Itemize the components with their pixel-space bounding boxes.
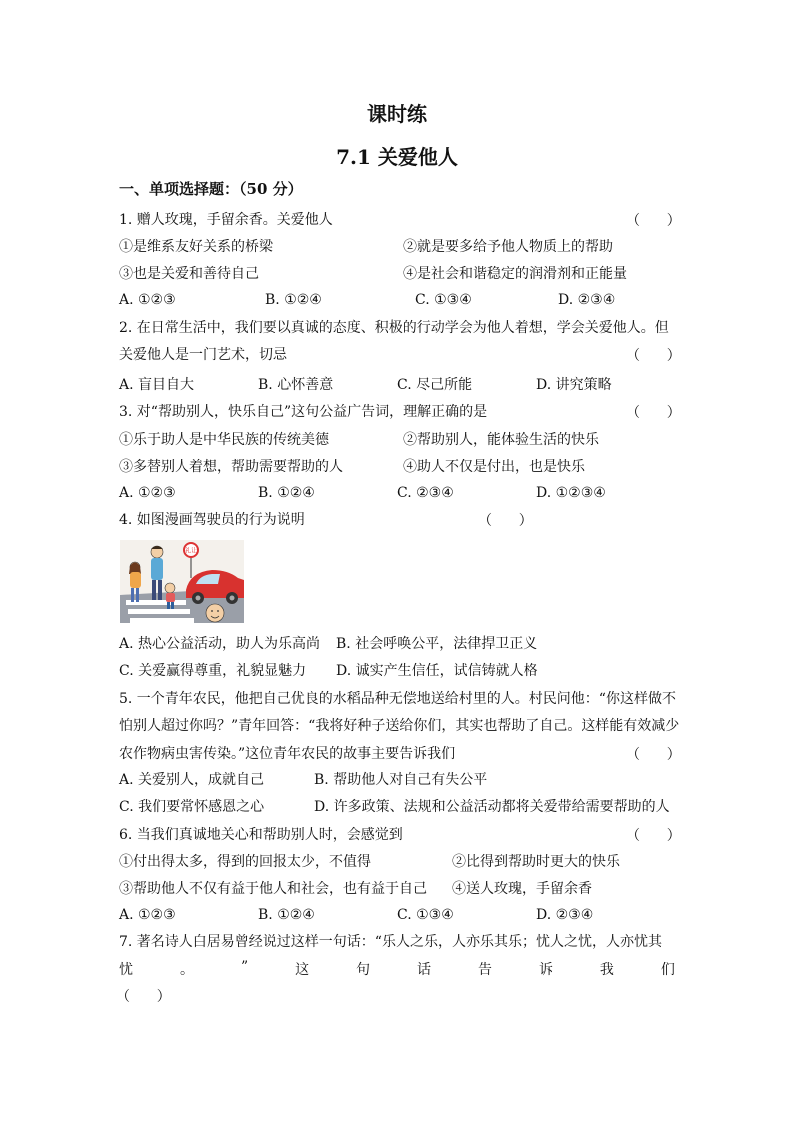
q1-stem: 1. 赠人玫瑰，手留余香。关爱他人 [119, 212, 333, 228]
q6-stem: 6. 当我们真诚地关心和帮助别人时，会感觉到 [119, 827, 403, 843]
q1-answer-blank: （ ） [626, 213, 681, 229]
q5-answer-blank: （ ） [626, 747, 681, 763]
q3-statement-1: ①乐于助人是中华民族的传统美德 [119, 432, 329, 448]
q2-option-b: B. 心怀善意 [258, 377, 334, 393]
q5-stem-line1: 5. 一个青年农民，他把自己优良的水稻品种无偿地送给村里的人。村民问他：“你这样做不 [119, 691, 676, 707]
q2-option-d: D. 讲究策略 [536, 377, 612, 393]
q4-option-c: C. 关爱赢得尊重，礼貌显魅力 [119, 663, 307, 679]
q4-option-b: B. 社会呼唤公平，法律捍卫正义 [336, 636, 538, 652]
q7-word: 这 [295, 962, 310, 978]
section-heading: 一、单项选择题：（50 分） [119, 180, 303, 198]
q6-statement-3: ③帮助他人不仅有益于他人和社会，也有益于自己 [119, 881, 427, 897]
q3-option-c: C. ②③④ [397, 485, 454, 501]
q7-word: 话 [417, 962, 432, 978]
q5-stem-line3: 农作物病虫害传染。”这位青年农民的故事主要告诉我们 [119, 746, 456, 762]
q7-word: 我 [599, 962, 614, 978]
q6-answer-blank: （ ） [626, 828, 681, 844]
q5-stem-line2: 怕别人超过你吗？”青年回答：“我将好种子送给你们，其实也帮助了自己。这样能有效减少 [119, 718, 680, 734]
q1-option-a: A. ①②③ [119, 292, 176, 308]
q4-stem: 4. 如图漫画驾驶员的行为说明 [119, 512, 305, 528]
q1-statement-2: ②就是要多给予他人物质上的帮助 [403, 239, 613, 255]
q2-option-a: A. 盲目自大 [119, 377, 195, 393]
q4-option-a: A. 热心公益活动，助人为乐高尚 [119, 636, 321, 652]
q3-statement-2: ②帮助别人，能体验生活的快乐 [403, 432, 599, 448]
page-title: 课时练 [367, 102, 427, 126]
q1-statement-4: ④是社会和谐稳定的润滑剂和正能量 [403, 266, 627, 282]
q2-stem-line2: 关爱他人是一门艺术，切忌 [119, 347, 287, 363]
q1-statement-3: ③也是关爱和善待自己 [119, 266, 259, 282]
q6-statement-2: ②比得到帮助时更大的快乐 [452, 854, 620, 870]
q7-answer-blank: （ ） [116, 989, 171, 1005]
courtesy-sign-text: 礼让 [184, 547, 198, 555]
q1-option-c: C. ①③④ [415, 292, 472, 308]
q7-word: 诉 [538, 962, 553, 978]
q5-option-a: A. 关爱别人，成就自己 [119, 772, 265, 788]
q7-stem-line1: 7. 著名诗人白居易曾经说过这样一句话：“乐人之乐，人亦乐其乐；忧人之忧，人亦忧其 [119, 934, 662, 950]
q3-option-d: D. ①②③④ [536, 485, 606, 501]
q3-statement-4: ④助人不仅是付出，也是快乐 [403, 459, 585, 475]
q1-option-b: B. ①②④ [265, 292, 322, 308]
q7-stem-line2 [119, 959, 675, 979]
q2-stem-line1: 2. 在日常生活中，我们要以真诚的态度、积极的行动学会为他人着想，学会关爱他人。但 [119, 320, 669, 336]
q7-word: ” [240, 959, 249, 975]
q7-word: 句 [356, 962, 371, 978]
q6-statement-4: ④送人玫瑰，手留余香 [452, 881, 592, 897]
q5-option-d: D. 许多政策、法规和公益活动都将关爱带给需要帮助的人 [314, 799, 670, 815]
q6-statement-1: ①付出得太多，得到的回报太少，不值得 [119, 854, 371, 870]
q6-option-b: B. ①②④ [258, 907, 315, 923]
q3-option-a: A. ①②③ [119, 485, 176, 501]
q4-option-d: D. 诚实产生信任，试信铸就人格 [336, 663, 538, 679]
q1-statement-1: ①是维系友好关系的桥梁 [119, 239, 273, 255]
q3-stem: 3. 对“帮助别人，快乐自己”这句公益广告词，理解正确的是 [119, 404, 488, 420]
q1-option-d: D. ②③④ [558, 292, 616, 308]
q3-statement-3: ③多替别人着想，帮助需要帮助的人 [119, 459, 343, 475]
q6-option-a: A. ①②③ [119, 907, 176, 923]
q5-option-b: B. 帮助他人对自己有失公平 [314, 772, 488, 788]
q7-word: 们 [660, 962, 675, 978]
q7-word: 告 [477, 962, 492, 978]
q4-answer-blank: （ ） [478, 513, 533, 529]
q2-answer-blank: （ ） [626, 348, 681, 364]
lesson-title: 7.1 关爱他人 [336, 145, 458, 169]
q3-option-b: B. ①②④ [258, 485, 315, 501]
q7-word: 。 [179, 962, 194, 978]
q6-option-c: C. ①③④ [397, 907, 454, 923]
q2-option-c: C. 尽己所能 [397, 377, 473, 393]
cartoon-illustration [120, 540, 244, 623]
q6-option-d: D. ②③④ [536, 907, 594, 923]
q5-option-c: C. 我们要常怀感恩之心 [119, 799, 265, 815]
q3-answer-blank: （ ） [626, 405, 681, 421]
q7-word: 忧 [119, 962, 133, 978]
